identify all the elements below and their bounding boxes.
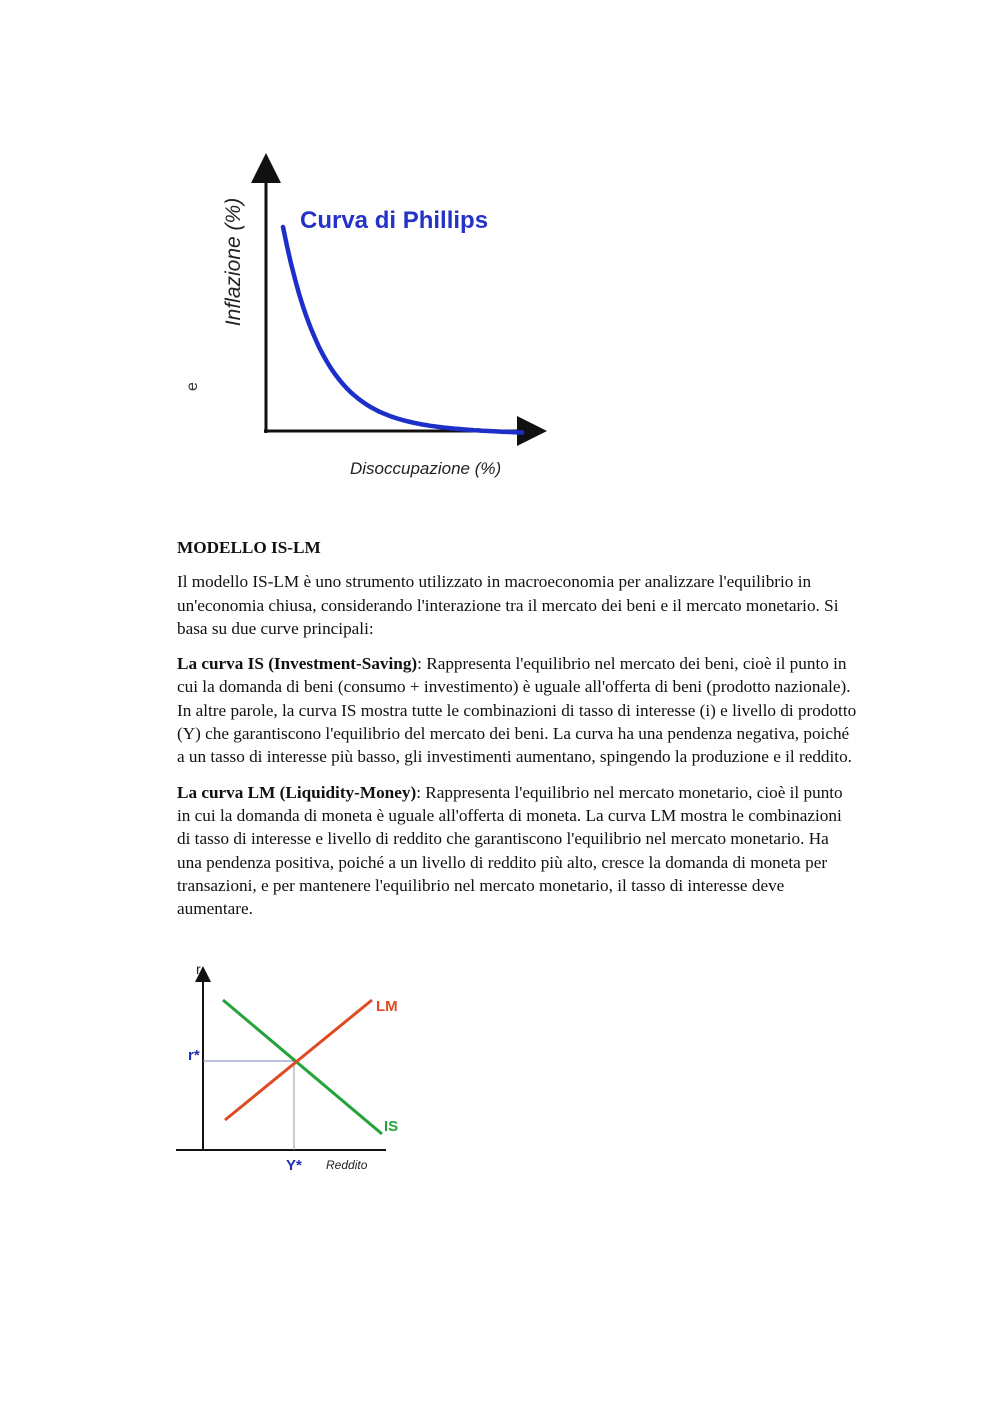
is-curve xyxy=(223,1000,382,1134)
lm-curve-term: La curva LM (Liquidity-Money) xyxy=(177,782,417,802)
document-body xyxy=(177,536,857,932)
lm-curve-description: : Rappresenta l'equilibrio nel mercato monetario, cioè il punto in cui la domanda di moneta è uguale all'offerta di moneta. La curva LM mostra le combinazioni di tasso di interesse e livello di reddito che garantiscono l'equilibrio nel mercato monetario. Ha una pendenza positiva, poiché a un livello di reddito più alto, cresce la domanda di moneta per transazioni, e per mantenere l'equilibrio nel mercato monetario, il tasso di interesse deve aumentare. xyxy=(177,782,843,919)
phillips-y-axis-label: Inflazione (%) xyxy=(222,197,245,327)
section-heading: MODELLO IS-LM xyxy=(177,538,321,557)
phillips-curve xyxy=(283,227,522,433)
is-curve-label: IS xyxy=(384,1118,399,1135)
is-curve-paragraph xyxy=(177,652,857,768)
lm-curve xyxy=(225,1000,372,1120)
is-lm-chart xyxy=(170,958,420,1180)
islm-x-axis-label: Reddito xyxy=(326,1158,368,1172)
is-curve-description: : Rappresenta l'equilibrio nel mercato dei beni, cioè il punto in cui la domanda di beni (consumo + investimento) è uguale all'offerta di beni (prodotto nazionale). In altre parole, la curva IS mostra tutte le combinazioni di tasso di interesse (i) e livello di prodotto (Y) che garantiscono l'equilibrio del mercato dei beni. La curva ha una pendenza negativa, poiché a un tasso di interesse più basso, gli investimenti aumentano, spingendo la produzione e il reddito. xyxy=(177,654,857,767)
phillips-curve-chart xyxy=(180,150,560,490)
phillips-chart-title: Curva di Phillips xyxy=(300,207,489,234)
phillips-x-axis-label: Disoccupazione (%) xyxy=(350,459,502,478)
y-star-label: Y* xyxy=(286,1157,302,1174)
stray-glyph: e xyxy=(184,382,201,391)
is-curve-term: La curva IS (Investment-Saving) xyxy=(177,654,418,674)
lm-curve-label: LM xyxy=(376,998,398,1015)
lm-curve-paragraph xyxy=(177,781,857,921)
islm-y-axis-label: r xyxy=(196,961,201,977)
intro-paragraph: Il modello IS-LM è uno strumento utilizzato in macroeconomia per analizzare l'equilibrio in un'economia chiusa, considerando l'interazione tra il mercato dei beni e il mercato monetario. Si basa su due curve principali: xyxy=(177,572,839,638)
r-star-label: r* xyxy=(188,1047,200,1064)
